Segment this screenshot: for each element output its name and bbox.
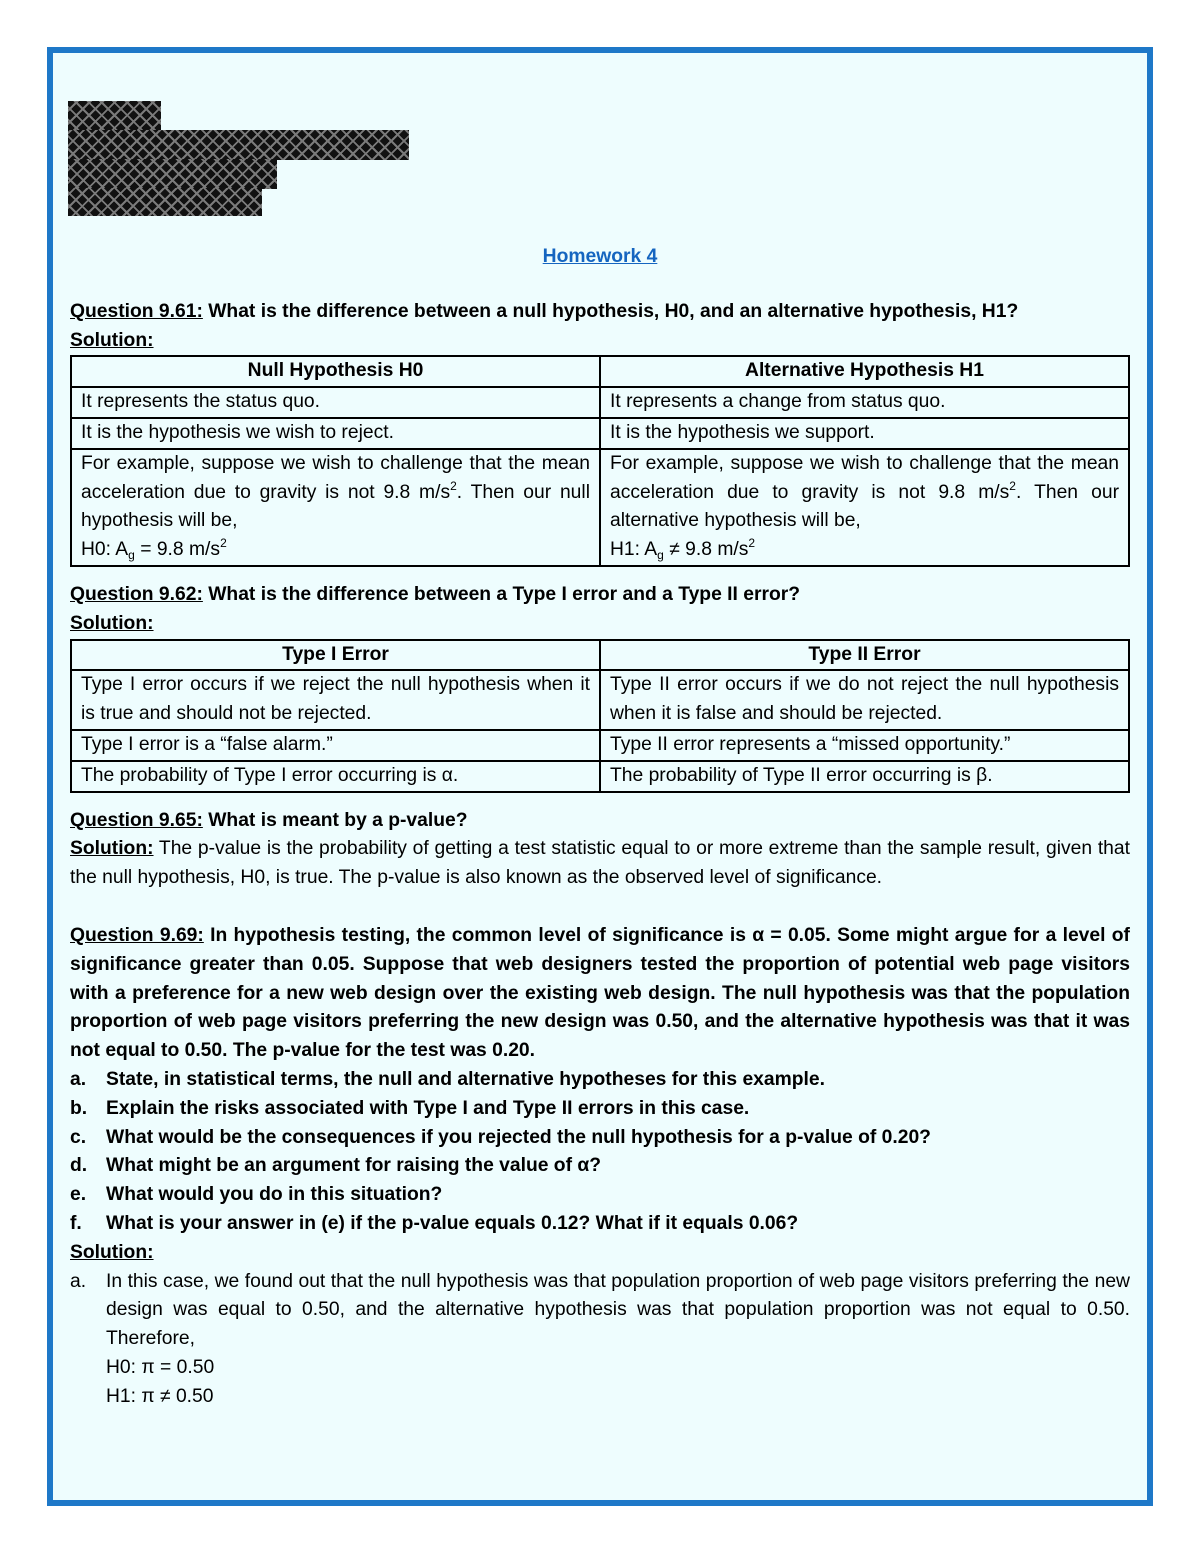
item-text: What would you do in this situation? (106, 1184, 443, 1206)
item-text: State, in statistical terms, the null and alternative hypotheses for this example. (106, 1068, 825, 1090)
question-label: Question 9.62: (70, 583, 203, 605)
cell-text: For example, suppose we wish to challenge that the mean acceleration due to gravity is not 9.8 m/s (81, 452, 590, 503)
redacted-block (68, 130, 409, 160)
question-9-65 (70, 807, 1130, 836)
table-cell: It is the hypothesis we support. (600, 418, 1129, 449)
table-row (71, 761, 1129, 792)
redacted-block (68, 159, 277, 189)
question-text: What is the difference between a Type I error and a Type II error? (202, 583, 801, 605)
list-item (70, 1066, 1130, 1095)
table-cell: It represents the status quo. (71, 387, 600, 418)
document-page (47, 47, 1153, 1506)
hypothesis-table (70, 355, 1130, 567)
item-letter: c. (70, 1126, 87, 1148)
redacted-block (68, 101, 161, 131)
table-cell: It represents a change from status quo. (600, 387, 1129, 418)
table-row (71, 730, 1129, 761)
item-letter: e. (70, 1184, 87, 1206)
column-header: Null Hypothesis H0 (71, 356, 600, 387)
list-item (70, 1124, 1130, 1153)
item-text: What would be the consequences if you rejected the null hypothesis for a p-value of 0.20? (106, 1126, 931, 1148)
solution-label: Solution: (70, 329, 154, 351)
question-label: Question 9.65: (70, 809, 203, 831)
alternative-hypothesis-formula: H1: π ≠ 0.50 (106, 1385, 214, 1407)
table-row (71, 418, 1129, 449)
item-letter: a. (70, 1270, 87, 1292)
item-text: What might be an argument for raising the value of α? (106, 1155, 601, 1177)
question-text: What is the difference between a null hypothesis, H0, and an alternative hypothesis, H1? (202, 300, 1019, 322)
formula-text: = 9.8 m/s (134, 539, 221, 561)
sub-question-list (70, 1066, 1130, 1239)
cell-text: . Then our alternative hypothesis will be, (610, 481, 1119, 532)
superscript: 2 (1009, 478, 1016, 493)
table-header-row (71, 356, 1129, 387)
item-text: Explain the risks associated with Type I and Type II errors in this case. (106, 1097, 750, 1119)
formula-text: ≠ 9.8 m/s (663, 539, 749, 561)
subscript: g (128, 548, 135, 563)
question-label: Question 9.61: (70, 300, 203, 322)
formula-text: H1: A (610, 539, 658, 561)
superscript: 2 (450, 478, 457, 493)
item-letter: b. (70, 1097, 88, 1119)
solution-label: Solution: (70, 1241, 154, 1263)
list-item (70, 1181, 1130, 1210)
formula-text: H0: A (81, 539, 129, 561)
solution-paragraph (70, 835, 1130, 893)
question-label: Question 9.69: (70, 924, 204, 946)
column-header: Alternative Hypothesis H1 (600, 356, 1129, 387)
item-letter: a. (70, 1068, 87, 1090)
list-item (70, 1152, 1130, 1181)
table-cell: Type II error represents a “missed opportunity.” (600, 730, 1129, 761)
list-item (70, 1095, 1130, 1124)
table-cell: It is the hypothesis we wish to reject. (71, 418, 600, 449)
subscript: g (657, 548, 664, 563)
redacted-block (68, 188, 262, 216)
list-item (70, 1210, 1130, 1239)
table-header-row (71, 640, 1129, 671)
table-cell: Type II error occurs if we do not reject the null hypothesis when it is false and should be rejected. (600, 670, 1129, 730)
table-cell: The probability of Type II error occurring is β. (600, 761, 1129, 792)
answer-list (70, 1268, 1130, 1354)
question-text: In hypothesis testing, the common level of significance is α = 0.05. Some might argue for a level of significance greater than 0.05. Suppose that web designers tested the proportion of potential web page visitors with a preference for a new web design over the existing web design. The null hypothesis was that the population proportion of web page visitors preferring the new design was 0.50, and the alternative hypothesis was that it was not equal to 0.50. The p-value for the test was 0.20. (70, 924, 1130, 1062)
question-9-62 (70, 581, 1130, 610)
document-title: Homework 4 (542, 246, 658, 267)
table-cell: Type I error is a “false alarm.” (71, 730, 600, 761)
superscript: 2 (220, 536, 227, 551)
column-header: Type I Error (71, 640, 600, 671)
question-text: What is meant by a p-value? (202, 809, 468, 831)
document-body (70, 243, 1130, 1411)
table-cell (71, 449, 600, 566)
cell-text: For example, suppose we wish to challenge that the mean acceleration due to gravity is not 9.8 m/s (610, 452, 1119, 503)
null-hypothesis-formula: H0: π = 0.50 (106, 1356, 215, 1378)
item-letter: d. (70, 1155, 88, 1177)
cell-text: . Then our null hypothesis will be, (81, 481, 590, 532)
list-item (70, 1268, 1130, 1354)
table-cell (600, 449, 1129, 566)
table-cell: The probability of Type I error occurring is α. (71, 761, 600, 792)
answer-text: In this case, we found out that the null hypothesis was that population proportion of web page visitors preferring the new design was equal to 0.50, and the alternative hypothesis was that population proportion was not equal to 0.50. Therefore, (106, 1270, 1130, 1350)
column-header: Type II Error (600, 640, 1129, 671)
question-9-69 (70, 922, 1130, 1066)
solution-label: Solution: (70, 838, 154, 860)
error-types-table (70, 639, 1130, 793)
table-cell: Type I error occurs if we reject the null hypothesis when it is true and should not be rejected. (71, 670, 600, 730)
table-row (71, 670, 1129, 730)
table-row (71, 387, 1129, 418)
item-text: What is your answer in (e) if the p-value equals 0.12? What if it equals 0.06? (106, 1212, 799, 1234)
item-letter: f. (70, 1212, 82, 1234)
solution-text: The p-value is the probability of getting a test statistic equal to or more extreme than the sample result, given that the null hypothesis, H0, is true. The p-value is also known as the observed level of significance. (70, 838, 1130, 889)
table-row (71, 449, 1129, 566)
superscript: 2 (748, 536, 756, 551)
question-9-61 (70, 298, 1130, 327)
solution-label: Solution: (70, 612, 154, 634)
